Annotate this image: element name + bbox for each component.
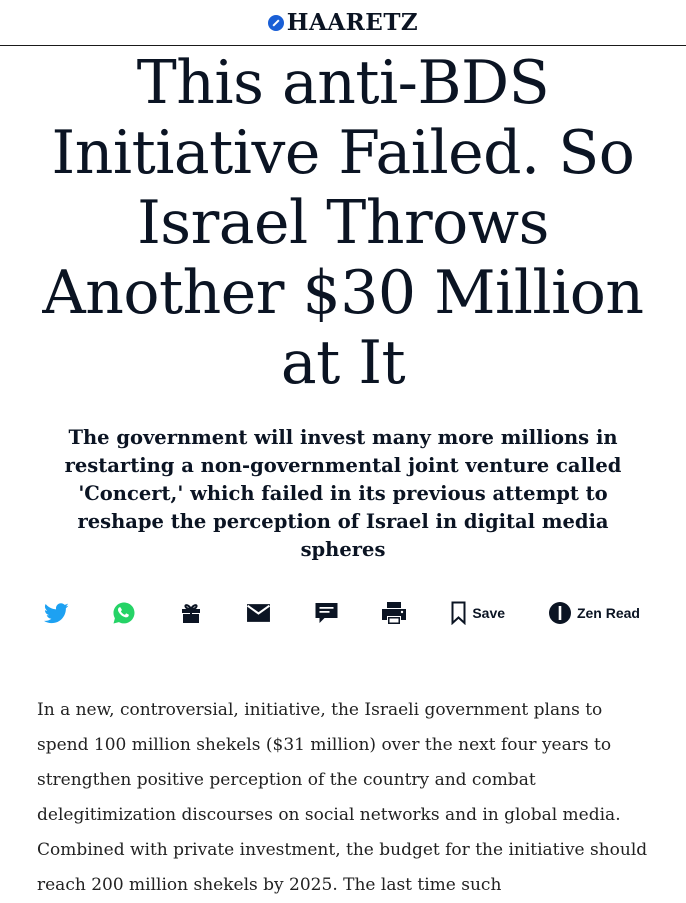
share-whatsapp-button[interactable] <box>112 599 136 627</box>
whatsapp-icon <box>112 601 136 625</box>
email-icon <box>246 603 271 623</box>
share-email-button[interactable] <box>246 599 271 627</box>
article-paragraph: In a new, controversial, initiative, the Israeli government plans to spend 100 million shekels ($31 million) over the next four years to strengthen positive perception of the country and combat delegitimization discourses on social networks and in global media. Combined with private investment, the budget for the initiative should reach 200 million shekels by 2025. The last time such <box>37 700 648 895</box>
share-toolbar <box>0 596 686 630</box>
print-icon <box>381 601 407 625</box>
bookmark-icon <box>450 601 467 625</box>
zen-read-icon <box>548 601 572 625</box>
print-button[interactable] <box>381 599 407 627</box>
gift-icon <box>179 601 203 625</box>
haaretz-logo[interactable] <box>268 9 418 36</box>
zen-read-label: Zen Read <box>576 605 640 621</box>
article-body <box>0 693 686 903</box>
zen-read-button[interactable] <box>548 599 640 627</box>
article-headline: This anti-BDS Initiative Failed. So Israel Throws Another $30 Million at It <box>42 48 644 398</box>
logo-text: HAARETZ <box>286 9 419 36</box>
save-button[interactable] <box>450 599 505 627</box>
gift-article-button[interactable] <box>179 599 203 627</box>
article-subheadline: The government will invest many more millions in restarting a non-governmental joint venture called 'Concert,' which failed in its previous attempt to reshape the perception of Israel in digital media spheres <box>64 426 622 561</box>
save-label: Save <box>472 605 506 621</box>
twitter-icon <box>44 603 69 624</box>
masthead <box>0 0 686 46</box>
comments-button[interactable] <box>314 599 339 627</box>
share-twitter-button[interactable] <box>44 599 69 627</box>
comments-icon <box>314 601 339 625</box>
haaretz-logo-icon <box>268 15 284 31</box>
